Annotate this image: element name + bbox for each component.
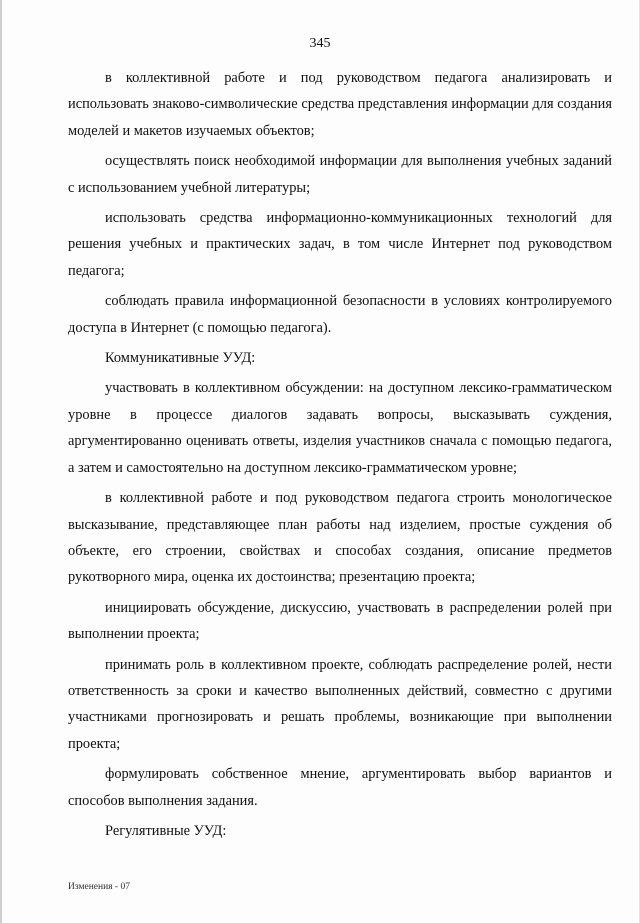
- paragraph-ict: использовать средства информационно-коммуникационных технологий для решения учебных и практических задач, в том числе Интернет под руководством педагога;: [68, 210, 612, 279]
- paragraph-roles: принимать роль в коллективном проекте, соблюдать распределение ролей, нести ответственность за сроки и качество выполненных действий, совместно с другими участниками прогнозировать и решать проблемы, возникающие при выполнении проекта;: [68, 656, 612, 752]
- page-number: 345: [309, 36, 331, 51]
- section-heading-communicative: Коммуникативные УУД:: [105, 350, 256, 367]
- body-text: [68, 65, 612, 848]
- paragraph-safety: соблюдать правила информационной безопасности в условиях контролируемого доступа в Интернет (с помощью педагога).: [68, 293, 612, 336]
- paragraph-models: в коллективной работе и под руководством педагога анализировать и использовать знаково-символические средства представления информации для создания моделей и макетов изучаемых объектов;: [68, 70, 612, 139]
- scan-edge-left: [0, 0, 2, 923]
- paragraph-monologue: в коллективной работе и под руководством педагога строить монологическое высказывание, представляющее план работы над изделием, простые суждения об объекте, его строении, свойствах и способах создания, описание предметов рукотворного мира, оценка их достоинства; презентацию проекта;: [68, 490, 612, 586]
- paragraph-initiate: инициировать обсуждение, дискуссию, участвовать в распределении ролей при выполнении проекта;: [68, 599, 612, 643]
- paragraph-search: осуществлять поиск необходимой информации для выполнения учебных заданий с использованием учебной литературы;: [68, 153, 612, 196]
- footer-note: Изменения - 07: [68, 882, 130, 892]
- section-heading-regulatory: Регулятивные УУД:: [105, 822, 227, 839]
- paragraph-discussion: участвовать в коллективном обсуждении: на доступном лексико-грамматическом уровне в процессе диалогов задавать вопросы, высказывать суждения, аргументированно оценивать ответы, изделия участников сначала с помощью педагога, а затем и самостоятельно на доступном лексико-грамматическом уровне;: [68, 380, 612, 476]
- paragraph-opinion: формулировать собственное мнение, аргументировать выбор вариантов и способов выполнения задания.: [68, 766, 612, 809]
